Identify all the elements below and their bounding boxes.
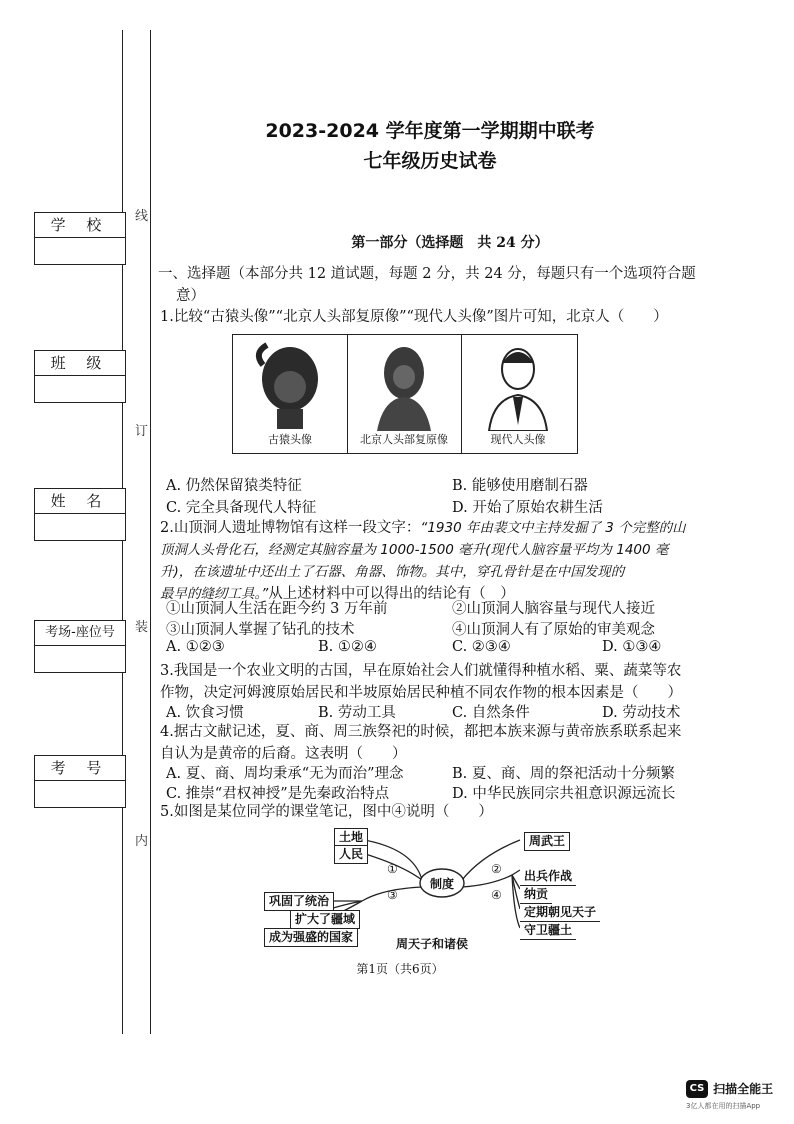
q5-node-audience: 定期朝见天子 [520, 904, 600, 922]
q5-node-consolidate: 巩固了统治 [264, 892, 334, 911]
q2-quote-3: 升)，在该遗址中还出土了石器、角器、饰物。其中，穿孔骨针是在中国发现的 [160, 564, 625, 580]
q1-stem: 1.比较“古猿头像”“北京人头部复原像”“现代人头像”图片可知，北京人（ ） [160, 309, 668, 325]
q3-line1: 3.我国是一个农业文明的古国，早在原始社会人们就懂得种植水稻、粟、蔬菜等农 [160, 663, 682, 679]
q5-node-war: 出兵作战 [520, 868, 576, 886]
q5-stem: 5.如图是某位同学的课堂笔记，图中④说明（ ） [160, 804, 493, 820]
modern-man-caption: 现代人头像 [490, 433, 546, 446]
seat-field[interactable] [34, 620, 126, 673]
q5-marker-2: ② [491, 862, 502, 876]
school-field[interactable] [34, 212, 126, 265]
section-heading-line1: 一、选择题（本部分共 12 道试题，每题 2 分，共 24 分，每题只有一个选项符合题 [158, 266, 696, 282]
q1-option-d[interactable]: D. 开始了原始农耕生活 [452, 500, 603, 516]
q5-marker-1: ① [387, 862, 398, 876]
q1-option-a[interactable]: A. 仍然保留猿类特征 [166, 478, 302, 494]
q3-option-c[interactable]: C. 自然条件 [452, 705, 530, 721]
q2-option-d[interactable]: D. ①③④ [602, 639, 662, 655]
binding-mark-zhuang: 装 [135, 620, 149, 635]
q4-option-d[interactable]: D. 中华民族同宗共祖意识源远流长 [452, 786, 676, 802]
q5-node-strong-state: 成为强盛的国家 [264, 928, 358, 947]
q2-quote-1: “1930 年由裴文中主持发掘了 3 个完整的山 [420, 520, 686, 536]
q2-lead: 2.山顶洞人遗址博物馆有这样一段文字： [160, 520, 421, 536]
q2-option-c[interactable]: C. ②③④ [452, 639, 511, 655]
seat-label: 考场-座位号 [35, 621, 125, 646]
name-label: 姓 名 [35, 489, 125, 514]
scanner-brand-tagline: 3亿人都在用的扫描App [686, 1101, 761, 1110]
page-footer: 第1页（共6页） [356, 962, 444, 976]
scanner-brand-name: 扫描全能王 [713, 1082, 774, 1096]
q3-option-d[interactable]: D. 劳动技术 [602, 705, 681, 721]
q2-statement-1: ①山顶洞人生活在距今约 3 万年前 [166, 601, 388, 617]
exam-number-label: 考 号 [35, 756, 125, 781]
q2-line1 [160, 518, 686, 538]
class-field[interactable] [34, 350, 126, 403]
q5-node-defend: 守卫疆土 [520, 922, 576, 940]
q5-marker-3: ③ [387, 888, 398, 902]
q3-option-a[interactable]: A. 饮食习惯 [166, 705, 244, 721]
q5-node-tribute: 纳贡 [520, 886, 552, 904]
q5-node-land: 土地 [334, 828, 368, 847]
exam-subtitle: 七年级历史试卷 [363, 150, 497, 172]
name-field[interactable] [34, 488, 126, 541]
q4-line2: 自认为是黄帝的后裔。这表明（ ） [160, 746, 407, 762]
q2-statement-2: ②山顶洞人脑容量与现代人接近 [452, 601, 655, 617]
q5-node-expand: 扩大了疆域 [290, 910, 360, 929]
scanner-brand [686, 1078, 773, 1111]
q2-quote-2: 顶洞人头骨化石，经测定其脑容量为 1000-1500 毫升(现代人脑容量平均为 1400 毫 [160, 542, 669, 558]
peking-man-caption: 北京人头部复原像 [360, 433, 448, 446]
q5-center-node: 制度 [429, 877, 454, 891]
school-label: 学 校 [35, 213, 125, 238]
q5-marker-4: ④ [491, 888, 502, 902]
modern-man-icon [461, 335, 575, 431]
peking-man-bust-icon [347, 335, 461, 431]
binding-mark-xian: 线 [135, 209, 149, 224]
binding-line-inner [150, 30, 151, 1034]
q1-option-b[interactable]: B. 能够使用磨制石器 [452, 478, 588, 494]
q4-option-c[interactable]: C. 推崇“君权神授”是先秦政治特点 [166, 786, 390, 802]
q5-caption: 周天子和诸侯 [396, 937, 469, 951]
ape-head-icon [233, 335, 347, 431]
cs-logo-icon: CS [686, 1080, 708, 1098]
q2-statement-4: ④山顶洞人有了原始的审美观念 [452, 622, 655, 638]
q4-option-a[interactable]: A. 夏、商、周均秉承“无为而治”理念 [166, 766, 404, 782]
q1-option-c[interactable]: C. 完全具备现代人特征 [166, 500, 317, 516]
binding-mark-ding: 订 [135, 424, 149, 439]
q3-line2: 作物，决定河姆渡原始居民和半坡原始居民种植不同农作物的根本因素是（ ） [160, 685, 682, 701]
q2-option-a[interactable]: A. ①②③ [166, 639, 225, 655]
q5-node-king-wu: 周武王 [524, 832, 570, 851]
q2-tail: 从上述材料中可以得出的结论有（ ） [268, 586, 515, 602]
q4-option-b[interactable]: B. 夏、商、周的祭祀活动十分频繁 [452, 766, 675, 782]
part-heading: 第一部分（选择题 共 24 分） [351, 235, 549, 251]
q1-image-panel [232, 334, 578, 454]
ape-head-caption: 古猿头像 [268, 433, 312, 446]
q5-node-people: 人民 [334, 845, 368, 864]
section-heading-line2: 意） [176, 288, 205, 304]
q2-quote-4: 最早的缝纫工具。” [160, 586, 269, 602]
ape-head-cell [233, 335, 348, 453]
q4-line1: 4.据古文献记述，夏、商、周三族祭祀的时候，都把本族来源与黄帝族系联系起来 [160, 724, 682, 740]
class-label: 班 级 [35, 351, 125, 376]
q2-option-b[interactable]: B. ①②④ [318, 639, 377, 655]
exam-number-field[interactable] [34, 755, 126, 808]
q2-statement-3: ③山顶洞人掌握了钻孔的技术 [166, 622, 355, 638]
exam-title: 2023-2024 学年度第一学期期中联考 [265, 120, 595, 142]
peking-man-cell [347, 335, 462, 453]
binding-mark-nei: 内 [135, 834, 149, 849]
q3-option-b[interactable]: B. 劳动工具 [318, 705, 396, 721]
modern-man-cell [461, 335, 575, 453]
